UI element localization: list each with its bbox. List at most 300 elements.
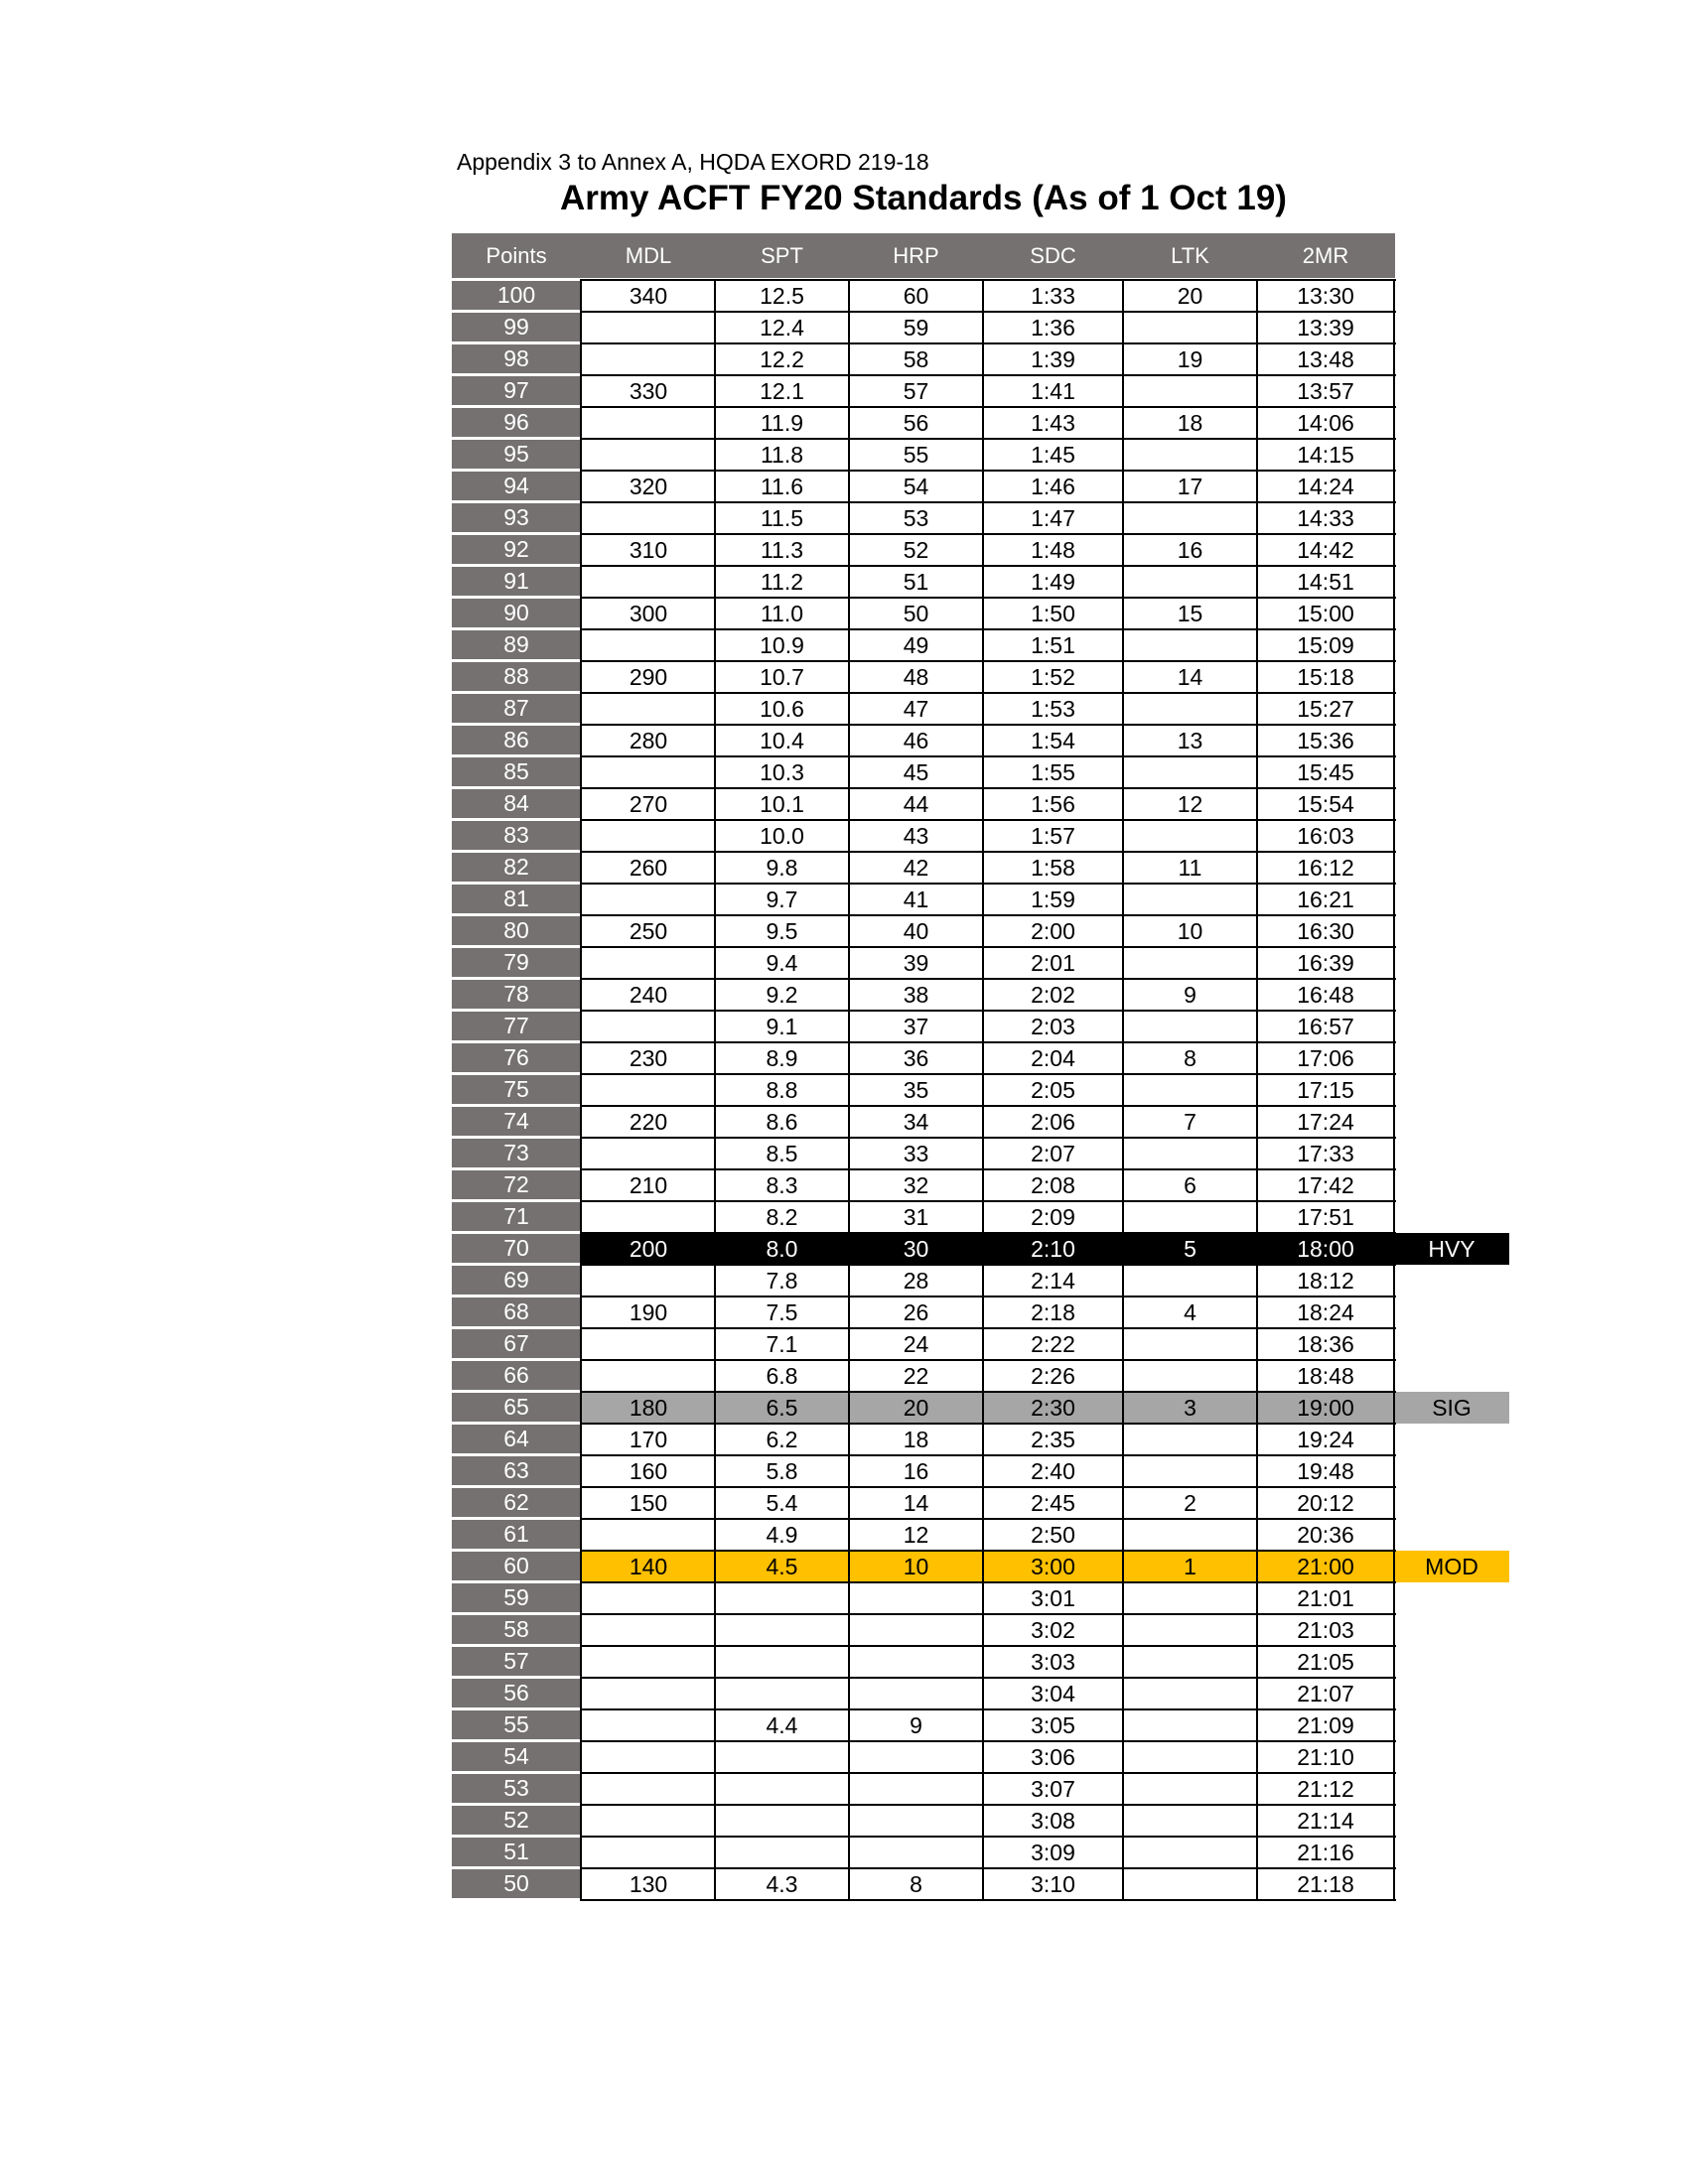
table-cell-sdc: 1:55	[1031, 759, 1075, 785]
points-cell: 92	[452, 535, 581, 564]
table-cell-sdc: 2:35	[1031, 1427, 1075, 1452]
row-divider	[581, 1010, 1396, 1012]
row-divider	[581, 565, 1396, 567]
points-cell: 90	[452, 599, 581, 627]
table-cell-ltk: 2	[1184, 1490, 1196, 1516]
table-cell-ltk: 6	[1184, 1172, 1196, 1198]
table-cell-tmr: 15:45	[1297, 759, 1354, 785]
table-cell-hrp: 38	[903, 982, 929, 1008]
table-cell-spt: 8.2	[766, 1204, 798, 1230]
table-cell-tmr: 17:42	[1297, 1172, 1354, 1198]
row-divider	[581, 851, 1396, 853]
table-cell-spt: 11.9	[760, 410, 804, 436]
column-header-hrp: HRP	[893, 243, 939, 268]
column-header-spt: SPT	[761, 243, 803, 268]
table-cell-hrp: 41	[903, 887, 929, 912]
points-cell: 96	[452, 408, 581, 437]
table-cell-sdc: 2:03	[1031, 1014, 1075, 1039]
table-cell-mdl: 140	[629, 1554, 668, 1579]
category-tag-mod: MOD	[1425, 1554, 1478, 1579]
table-cell-mdl: 210	[629, 1172, 668, 1198]
table-cell-ltk: 16	[1177, 537, 1203, 563]
table-cell-sdc: 2:14	[1031, 1268, 1075, 1294]
table-cell-ltk: 7	[1184, 1109, 1196, 1135]
table-cell-sdc: 2:06	[1031, 1109, 1075, 1135]
table-cell-sdc: 1:56	[1031, 791, 1075, 817]
table-cell-sdc: 2:30	[1031, 1395, 1075, 1421]
table-cell-spt: 12.2	[760, 346, 804, 372]
table-cell-hrp: 58	[903, 346, 929, 372]
points-cell: 89	[452, 630, 581, 659]
points-cell: 73	[452, 1139, 581, 1167]
table-cell-hrp: 43	[903, 823, 929, 849]
table-cell-spt: 8.0	[766, 1236, 798, 1262]
table-cell-tmr: 21:03	[1297, 1617, 1354, 1643]
table-cell-ltk: 15	[1177, 601, 1203, 626]
table-cell-hrp: 14	[903, 1490, 929, 1516]
table-cell-ltk: 13	[1177, 728, 1203, 753]
table-cell-hrp: 60	[903, 283, 929, 309]
points-cell: 75	[452, 1075, 581, 1104]
table-cell-tmr: 18:00	[1297, 1236, 1354, 1262]
row-divider	[581, 1168, 1396, 1170]
table-cell-hrp: 44	[903, 791, 929, 817]
points-cell: 66	[452, 1361, 581, 1390]
table-cell-tmr: 16:57	[1297, 1014, 1354, 1039]
table-cell-sdc: 1:33	[1031, 283, 1075, 309]
table-cell-tmr: 21:18	[1297, 1871, 1354, 1897]
table-cell-spt: 11.6	[760, 474, 804, 499]
table-cell-mdl: 220	[629, 1109, 668, 1135]
table-cell-sdc: 1:45	[1031, 442, 1075, 468]
row-divider	[581, 660, 1396, 662]
row-divider	[581, 533, 1396, 535]
table-cell-tmr: 13:30	[1297, 283, 1354, 309]
table-cell-spt: 10.6	[760, 696, 804, 722]
column-divider	[982, 279, 984, 1901]
table-cell-hrp: 35	[903, 1077, 929, 1103]
table-cell-mdl: 180	[629, 1395, 668, 1421]
row-divider	[581, 1454, 1396, 1456]
category-tag-sig: SIG	[1432, 1395, 1472, 1421]
points-cell: 67	[452, 1329, 581, 1358]
points-cell: 63	[452, 1456, 581, 1485]
table-cell-spt: 9.5	[766, 918, 798, 944]
row-divider	[581, 342, 1396, 344]
points-cell: 50	[452, 1869, 581, 1898]
points-cell: 85	[452, 757, 581, 786]
table-cell-sdc: 3:01	[1031, 1585, 1075, 1611]
table-cell-spt: 4.5	[766, 1554, 798, 1579]
table-cell-hrp: 22	[903, 1363, 929, 1389]
table-cell-sdc: 1:48	[1031, 537, 1075, 563]
points-cell: 57	[452, 1647, 581, 1676]
table-cell-hrp: 20	[903, 1395, 929, 1421]
table-cell-spt: 12.1	[760, 378, 804, 404]
table-cell-mdl: 340	[629, 283, 668, 309]
points-cell: 58	[452, 1615, 581, 1644]
table-cell-sdc: 3:06	[1031, 1744, 1075, 1770]
table-cell-hrp: 45	[903, 759, 929, 785]
table-cell-tmr: 16:21	[1297, 887, 1354, 912]
table-cell-tmr: 21:12	[1297, 1776, 1354, 1802]
row-divider	[581, 628, 1396, 630]
table-cell-mdl: 330	[629, 378, 668, 404]
table-cell-hrp: 57	[903, 378, 929, 404]
table-cell-spt: 9.8	[766, 855, 798, 881]
row-divider	[581, 1867, 1396, 1869]
points-cell: 91	[452, 567, 581, 596]
points-cell: 53	[452, 1774, 581, 1803]
table-cell-mdl: 240	[629, 982, 668, 1008]
row-divider	[581, 1391, 1396, 1393]
table-cell-tmr: 13:48	[1297, 346, 1354, 372]
points-cell: 51	[452, 1838, 581, 1866]
table-cell-spt: 10.4	[760, 728, 804, 753]
table-cell-spt: 9.4	[766, 950, 798, 976]
row-divider	[581, 597, 1396, 599]
table-cell-sdc: 2:22	[1031, 1331, 1075, 1357]
table-cell-ltk: 9	[1184, 982, 1196, 1008]
table-cell-tmr: 18:24	[1297, 1299, 1354, 1325]
table-cell-spt: 10.3	[760, 759, 804, 785]
table-cell-spt: 11.5	[760, 505, 804, 531]
table-cell-sdc: 1:50	[1031, 601, 1075, 626]
table-cell-sdc: 2:04	[1031, 1045, 1075, 1071]
table-cell-sdc: 2:40	[1031, 1458, 1075, 1484]
table-cell-mdl: 300	[629, 601, 668, 626]
table-cell-mdl: 200	[629, 1236, 668, 1262]
row-divider	[581, 1645, 1396, 1647]
column-header-2mr: 2MR	[1302, 243, 1349, 268]
table-cell-sdc: 2:08	[1031, 1172, 1075, 1198]
points-cell: 59	[452, 1583, 581, 1612]
row-divider	[581, 1899, 1396, 1901]
points-cell: 54	[452, 1742, 581, 1771]
table-cell-tmr: 21:07	[1297, 1681, 1354, 1706]
table-cell-mdl: 130	[629, 1871, 668, 1897]
row-divider	[581, 1486, 1396, 1488]
table-cell-tmr: 14:42	[1297, 537, 1354, 563]
row-divider	[581, 279, 1396, 281]
column-header-ltk: LTK	[1171, 243, 1209, 268]
table-cell-mdl: 310	[629, 537, 668, 563]
points-cell: 77	[452, 1012, 581, 1040]
points-cell: 81	[452, 885, 581, 913]
table-cell-spt: 11.8	[760, 442, 804, 468]
table-cell-tmr: 16:39	[1297, 950, 1354, 976]
table-cell-sdc: 2:50	[1031, 1522, 1075, 1548]
table-cell-ltk: 17	[1177, 474, 1203, 499]
column-divider	[848, 279, 850, 1901]
table-cell-hrp: 16	[903, 1458, 929, 1484]
points-cell: 86	[452, 726, 581, 754]
table-cell-sdc: 3:09	[1031, 1840, 1075, 1865]
table-cell-hrp: 9	[910, 1712, 922, 1738]
table-cell-tmr: 21:01	[1297, 1585, 1354, 1611]
table-cell-spt: 8.5	[766, 1141, 798, 1166]
table-cell-tmr: 17:15	[1297, 1077, 1354, 1103]
table-cell-spt: 11.2	[760, 569, 804, 595]
table-cell-tmr: 16:30	[1297, 918, 1354, 944]
row-divider	[581, 724, 1396, 726]
row-divider	[581, 1296, 1396, 1297]
table-cell-spt: 8.3	[766, 1172, 798, 1198]
table-cell-hrp: 56	[903, 410, 929, 436]
table-cell-tmr: 21:00	[1297, 1554, 1354, 1579]
row-divider	[581, 1041, 1396, 1043]
table-cell-tmr: 15:27	[1297, 696, 1354, 722]
points-cell: 65	[452, 1393, 581, 1422]
table-cell-spt: 8.9	[766, 1045, 798, 1071]
table-cell-spt: 12.5	[760, 283, 804, 309]
points-cell: 55	[452, 1710, 581, 1739]
table-cell-tmr: 16:48	[1297, 982, 1354, 1008]
table-cell-tmr: 19:48	[1297, 1458, 1354, 1484]
row-divider	[581, 406, 1396, 408]
points-cell: 78	[452, 980, 581, 1009]
points-cell: 80	[452, 916, 581, 945]
table-cell-tmr: 13:39	[1297, 315, 1354, 341]
table-cell-mdl: 280	[629, 728, 668, 753]
table-cell-sdc: 2:01	[1031, 950, 1075, 976]
row-divider	[581, 1836, 1396, 1838]
points-cell: 70	[452, 1234, 581, 1263]
table-cell-spt: 4.3	[766, 1871, 798, 1897]
table-cell-spt: 6.5	[766, 1395, 798, 1421]
table-cell-tmr: 14:51	[1297, 569, 1354, 595]
table-cell-ltk: 19	[1177, 346, 1203, 372]
points-cell: 95	[452, 440, 581, 469]
table-cell-sdc: 1:58	[1031, 855, 1075, 881]
points-cell: 84	[452, 789, 581, 818]
column-divider	[580, 279, 582, 1901]
table-cell-sdc: 2:00	[1031, 918, 1075, 944]
table-cell-hrp: 50	[903, 601, 929, 626]
points-cell: 87	[452, 694, 581, 723]
table-cell-hrp: 54	[903, 474, 929, 499]
table-cell-hrp: 46	[903, 728, 929, 753]
table-cell-tmr: 15:54	[1297, 791, 1354, 817]
table-cell-tmr: 15:09	[1297, 632, 1354, 658]
table-cell-hrp: 10	[903, 1554, 929, 1579]
table-cell-mdl: 250	[629, 918, 668, 944]
table-cell-tmr: 19:24	[1297, 1427, 1354, 1452]
table-cell-sdc: 3:08	[1031, 1808, 1075, 1834]
table-cell-ltk: 14	[1177, 664, 1203, 690]
points-cell: 98	[452, 344, 581, 373]
table-cell-spt: 11.0	[760, 601, 804, 626]
column-divider	[1122, 279, 1124, 1901]
table-cell-sdc: 2:10	[1031, 1236, 1075, 1262]
table-cell-hrp: 49	[903, 632, 929, 658]
row-divider	[581, 1264, 1396, 1266]
table-cell-sdc: 1:53	[1031, 696, 1075, 722]
table-cell-tmr: 20:12	[1297, 1490, 1354, 1516]
table-cell-hrp: 40	[903, 918, 929, 944]
table-cell-sdc: 1:47	[1031, 505, 1075, 531]
points-cell: 82	[452, 853, 581, 882]
points-cell: 83	[452, 821, 581, 850]
table-cell-sdc: 1:51	[1031, 632, 1075, 658]
table-cell-hrp: 31	[903, 1204, 929, 1230]
points-cell: 60	[452, 1552, 581, 1580]
row-divider	[581, 914, 1396, 916]
table-cell-hrp: 42	[903, 855, 929, 881]
table-cell-hrp: 51	[903, 569, 929, 595]
table-cell-tmr: 17:06	[1297, 1045, 1354, 1071]
points-cell: 72	[452, 1170, 581, 1199]
row-divider	[581, 1550, 1396, 1552]
table-cell-mdl: 290	[629, 664, 668, 690]
table-cell-hrp: 53	[903, 505, 929, 531]
table-cell-tmr: 15:00	[1297, 601, 1354, 626]
table-cell-sdc: 1:49	[1031, 569, 1075, 595]
column-header-mdl: MDL	[625, 243, 672, 268]
row-divider	[581, 1137, 1396, 1139]
points-cell: 88	[452, 662, 581, 691]
table-cell-mdl: 230	[629, 1045, 668, 1071]
table-cell-sdc: 3:04	[1031, 1681, 1075, 1706]
table-cell-tmr: 15:18	[1297, 664, 1354, 690]
table-cell-sdc: 1:43	[1031, 410, 1075, 436]
column-divider	[1256, 279, 1258, 1901]
row-divider	[581, 374, 1396, 376]
column-divider	[714, 279, 716, 1901]
points-cell: 97	[452, 376, 581, 405]
row-divider	[581, 501, 1396, 503]
table-cell-tmr: 16:12	[1297, 855, 1354, 881]
table-cell-sdc: 3:07	[1031, 1776, 1075, 1802]
table-cell-hrp: 59	[903, 315, 929, 341]
table-cell-spt: 12.4	[760, 315, 804, 341]
points-cell: 68	[452, 1297, 581, 1326]
points-cell: 62	[452, 1488, 581, 1517]
table-cell-sdc: 1:46	[1031, 474, 1075, 499]
table-cell-ltk: 8	[1184, 1045, 1196, 1071]
table-cell-sdc: 1:39	[1031, 346, 1075, 372]
table-cell-tmr: 21:16	[1297, 1840, 1354, 1865]
table-cell-spt: 7.8	[766, 1268, 798, 1294]
points-cell: 99	[452, 313, 581, 341]
table-cell-hrp: 34	[903, 1109, 929, 1135]
row-divider	[581, 311, 1396, 313]
table-cell-ltk: 1	[1184, 1554, 1196, 1579]
row-divider	[581, 1613, 1396, 1615]
table-cell-tmr: 14:15	[1297, 442, 1354, 468]
table-cell-hrp: 30	[903, 1236, 929, 1262]
table-cell-sdc: 2:26	[1031, 1363, 1075, 1389]
points-cell: 76	[452, 1043, 581, 1072]
table-cell-ltk: 20	[1177, 283, 1203, 309]
table-cell-spt: 8.6	[766, 1109, 798, 1135]
table-cell-tmr: 21:09	[1297, 1712, 1354, 1738]
row-divider	[581, 1423, 1396, 1425]
table-cell-sdc: 2:09	[1031, 1204, 1075, 1230]
table-cell-spt: 10.9	[760, 632, 804, 658]
table-cell-hrp: 8	[910, 1871, 922, 1897]
points-cell: 56	[452, 1679, 581, 1707]
table-cell-sdc: 3:00	[1031, 1554, 1075, 1579]
table-cell-sdc: 2:18	[1031, 1299, 1075, 1325]
row-divider	[581, 819, 1396, 821]
row-divider	[581, 883, 1396, 885]
table-cell-tmr: 17:51	[1297, 1204, 1354, 1230]
column-header-sdc: SDC	[1030, 243, 1076, 268]
table-cell-tmr: 17:24	[1297, 1109, 1354, 1135]
row-divider	[581, 1677, 1396, 1679]
table-cell-sdc: 3:03	[1031, 1649, 1075, 1675]
table-cell-tmr: 17:33	[1297, 1141, 1354, 1166]
table-cell-mdl: 170	[629, 1427, 668, 1452]
table-cell-sdc: 1:59	[1031, 887, 1075, 912]
table-cell-hrp: 55	[903, 442, 929, 468]
table-cell-spt: 11.3	[760, 537, 804, 563]
table-cell-hrp: 36	[903, 1045, 929, 1071]
table-cell-hrp: 18	[903, 1427, 929, 1452]
row-divider	[581, 1359, 1396, 1361]
row-divider	[581, 1708, 1396, 1710]
row-divider	[581, 470, 1396, 472]
row-divider	[581, 1518, 1396, 1520]
document-title: Army ACFT FY20 Standards (As of 1 Oct 19)	[560, 179, 1287, 217]
table-cell-tmr: 21:10	[1297, 1744, 1354, 1770]
table-cell-hrp: 26	[903, 1299, 929, 1325]
points-cell: 94	[452, 472, 581, 500]
table-cell-spt: 10.0	[760, 823, 804, 849]
table-cell-sdc: 3:10	[1031, 1871, 1075, 1897]
table-cell-spt: 9.7	[766, 887, 798, 912]
table-cell-hrp: 37	[903, 1014, 929, 1039]
table-cell-hrp: 28	[903, 1268, 929, 1294]
table-cell-hrp: 33	[903, 1141, 929, 1166]
row-divider	[581, 755, 1396, 757]
table-cell-ltk: 11	[1178, 855, 1202, 881]
table-cell-spt: 9.1	[766, 1014, 798, 1039]
points-cell: 52	[452, 1806, 581, 1835]
table-cell-spt: 4.4	[766, 1712, 798, 1738]
table-cell-ltk: 4	[1184, 1299, 1196, 1325]
table-cell-ltk: 12	[1177, 791, 1203, 817]
table-cell-ltk: 18	[1177, 410, 1203, 436]
table-cell-tmr: 14:33	[1297, 505, 1354, 531]
table-cell-sdc: 1:57	[1031, 823, 1075, 849]
table-cell-mdl: 190	[629, 1299, 668, 1325]
table-cell-sdc: 3:02	[1031, 1617, 1075, 1643]
table-cell-mdl: 160	[629, 1458, 668, 1484]
table-cell-ltk: 10	[1177, 918, 1203, 944]
points-cell: 69	[452, 1266, 581, 1295]
table-cell-sdc: 1:41	[1031, 378, 1075, 404]
table-cell-spt: 5.8	[766, 1458, 798, 1484]
row-divider	[581, 1200, 1396, 1202]
table-cell-hrp: 12	[903, 1522, 929, 1548]
points-cell: 64	[452, 1425, 581, 1453]
row-divider	[581, 978, 1396, 980]
table-cell-spt: 10.1	[760, 791, 804, 817]
points-cell: 100	[452, 281, 581, 310]
table-cell-spt: 6.2	[766, 1427, 798, 1452]
table-cell-tmr: 18:36	[1297, 1331, 1354, 1357]
table-cell-hrp: 52	[903, 537, 929, 563]
row-divider	[581, 438, 1396, 440]
points-cell: 93	[452, 503, 581, 532]
table-cell-mdl: 270	[629, 791, 668, 817]
table-cell-tmr: 15:36	[1297, 728, 1354, 753]
table-cell-ltk: 3	[1184, 1395, 1196, 1421]
document-subtitle: Appendix 3 to Annex A, HQDA EXORD 219-18	[457, 149, 929, 175]
table-cell-hrp: 48	[903, 664, 929, 690]
